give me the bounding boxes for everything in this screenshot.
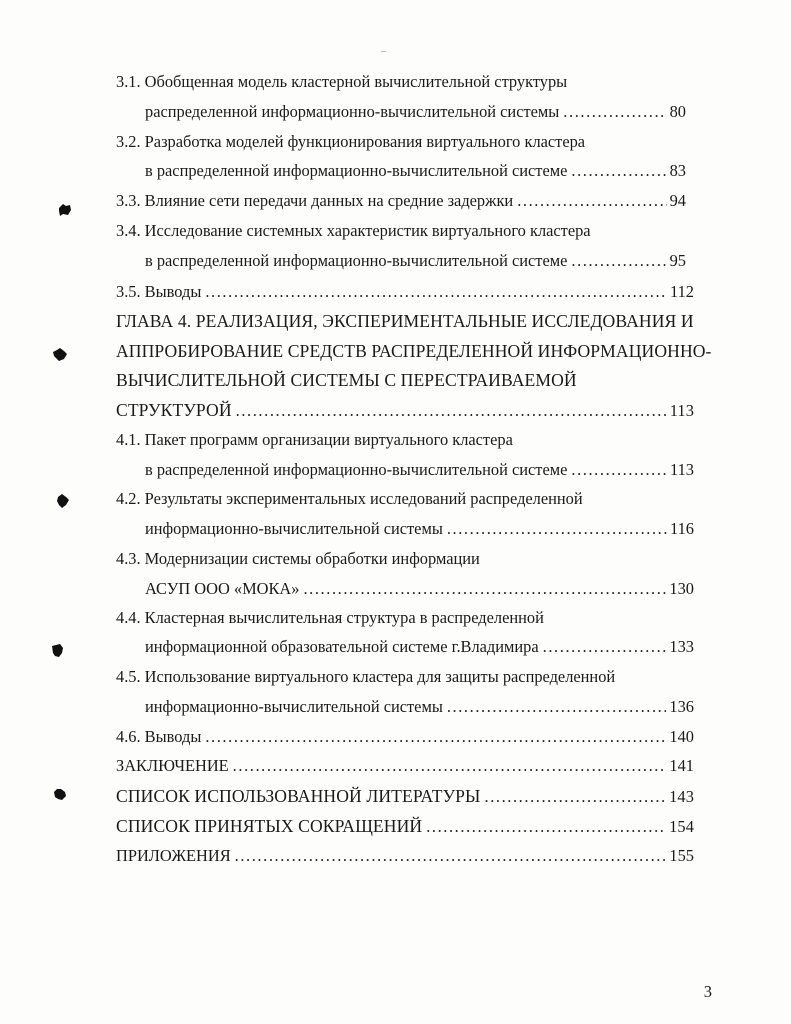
toc-entry-text: 3.5. Выводы — [116, 282, 202, 301]
toc-page-number: 94 — [669, 191, 686, 210]
dot-leader — [543, 636, 667, 658]
toc-entry-3-5 — [116, 281, 694, 303]
binding-hole-mark — [55, 493, 71, 509]
toc-entry-text: в распределенной информационно-вычислительной системе — [145, 251, 568, 270]
toc-entry-text: ПРИЛОЖЕНИЯ — [116, 846, 231, 865]
toc-page-number: 136 — [669, 697, 694, 716]
toc-entry-text: информационно-вычислительной системы — [145, 697, 443, 716]
dot-leader — [205, 281, 667, 303]
dot-leader — [571, 459, 667, 481]
toc-entry-3-2-line1 — [116, 131, 686, 153]
toc-entry-text: 4.6. Выводы — [116, 727, 202, 746]
toc-entry-text: СПИСОК ПРИНЯТЫХ СОКРАЩЕНИЙ — [116, 816, 423, 836]
toc-entry-text: 3.3. Влияние сети передачи данных на средние задержки — [116, 191, 514, 210]
toc-entry-text: 4.3. Модернизации системы обработки информации — [116, 549, 480, 568]
toc-entry-text: АППРОБИРОВАНИЕ СРЕДСТВ РАСПРЕДЕЛЕННОЙ ИНФОРМАЦИОННО- — [116, 341, 712, 361]
toc-entry-appendices — [116, 845, 694, 867]
toc-page-number: 133 — [669, 637, 694, 656]
toc-entry-text: 4.5. Использование виртуального кластера для защиты распределенной — [116, 667, 616, 686]
toc-entry-3-1-line2 — [145, 101, 686, 123]
toc-entry-4-3-line2 — [145, 578, 694, 600]
toc-entry-3-2-line2 — [145, 160, 686, 182]
dot-leader — [447, 696, 667, 718]
binding-hole-mark — [52, 347, 68, 363]
page-number: 3 — [703, 982, 712, 1001]
dot-leader — [236, 400, 667, 422]
toc-entry-4-2-line2 — [145, 518, 694, 540]
toc-page-number: 83 — [669, 161, 686, 180]
toc-entry-text: 4.1. Пакет программ организации виртуального кластера — [116, 430, 513, 449]
toc-entry-text: информационно-вычислительной системы — [145, 519, 443, 538]
dot-leader — [571, 160, 666, 182]
toc-entry-text: в распределенной информационно-вычислительной системе — [145, 460, 568, 479]
dot-leader — [233, 755, 667, 777]
dot-leader — [205, 726, 666, 748]
toc-page-number: 130 — [669, 579, 694, 598]
toc-entry-4-2-line1 — [116, 488, 694, 510]
toc-page-number: 154 — [669, 817, 694, 836]
toc-page-number: 155 — [669, 846, 694, 865]
dot-leader — [563, 101, 666, 123]
toc-entry-text: ГЛАВА 4. РЕАЛИЗАЦИЯ, ЭКСПЕРИМЕНТАЛЬНЫЕ ИССЛЕДОВАНИЯ И — [116, 311, 694, 331]
binding-hole-mark — [57, 202, 73, 218]
toc-page-number: 140 — [669, 727, 694, 746]
toc-chapter-4-line2 — [116, 340, 712, 362]
toc-chapter-4-line1 — [116, 310, 706, 332]
toc-page-number: 143 — [669, 787, 694, 806]
dot-leader — [485, 786, 667, 808]
toc-entry-text: СПИСОК ИСПОЛЬЗОВАННОЙ ЛИТЕРАТУРЫ — [116, 786, 481, 806]
binding-hole-mark — [50, 643, 66, 659]
toc-page-number: 113 — [669, 401, 694, 420]
toc-chapter-4-line4 — [116, 399, 694, 422]
dot-leader — [426, 816, 666, 838]
toc-page-number: 141 — [669, 756, 694, 775]
toc-entry-text: СТРУКТУРОЙ — [116, 400, 232, 420]
toc-page-number: 80 — [669, 102, 686, 121]
toc-entry-text: ВЫЧИСЛИТЕЛЬНОЙ СИСТЕМЫ С ПЕРЕСТРАИВАЕМОЙ — [116, 370, 577, 390]
toc-entry-3-4-line2 — [145, 250, 686, 272]
toc-page-number: 116 — [670, 519, 694, 538]
toc-entry-text: АСУП ООО «МОКА» — [145, 579, 300, 598]
toc-entry-4-4-line1 — [116, 607, 694, 629]
toc-page-number: 95 — [669, 251, 686, 270]
toc-entry-text: 4.2. Результаты экспериментальных исследований распределенной — [116, 489, 583, 508]
toc-entry-text: 3.4. Исследование системных характеристик виртуального кластера — [116, 221, 591, 240]
toc-entry-text: в распределенной информационно-вычислительной системе — [145, 161, 568, 180]
toc-entry-3-3 — [116, 190, 686, 212]
toc-entry-4-5-line1 — [116, 666, 694, 688]
toc-entry-4-1-line1 — [116, 429, 694, 451]
toc-entry-3-1-line1 — [116, 71, 686, 93]
toc-entry-4-1-line2 — [145, 459, 694, 481]
toc-entry-text: 3.1. Обобщенная модель кластерной вычислительной структуры — [116, 72, 568, 91]
toc-entry-text: информационной образовательной системе г.Владимира — [145, 637, 539, 656]
toc-entry-4-4-line2 — [145, 636, 694, 658]
scan-artifact — [381, 51, 386, 52]
toc-entry-text: 3.2. Разработка моделей функционирования виртуального кластера — [116, 132, 586, 151]
dot-leader — [235, 845, 667, 867]
dot-leader — [571, 250, 666, 272]
toc-entry-text: 4.4. Кластерная вычислительная структура в распределенной — [116, 608, 544, 627]
toc-entry-3-4-line1 — [116, 220, 686, 242]
toc-entry-text: ЗАКЛЮЧЕНИЕ — [116, 756, 229, 775]
dot-leader — [517, 190, 666, 212]
toc-entry-4-6 — [116, 726, 694, 748]
binding-hole-mark — [52, 787, 68, 803]
dot-leader — [447, 518, 667, 540]
toc-page-number: 112 — [670, 282, 694, 301]
toc-chapter-4-line3 — [116, 369, 706, 391]
toc-entry-references — [116, 785, 694, 808]
toc-entry-conclusion — [116, 755, 694, 777]
toc-entry-abbreviations — [116, 815, 694, 838]
toc-entry-text: распределенной информационно-вычислительной системы — [145, 102, 560, 121]
dot-leader — [303, 578, 666, 600]
toc-entry-4-3-line1 — [116, 548, 694, 570]
toc-entry-4-5-line2 — [145, 696, 694, 718]
toc-page-number: 113 — [670, 460, 694, 479]
